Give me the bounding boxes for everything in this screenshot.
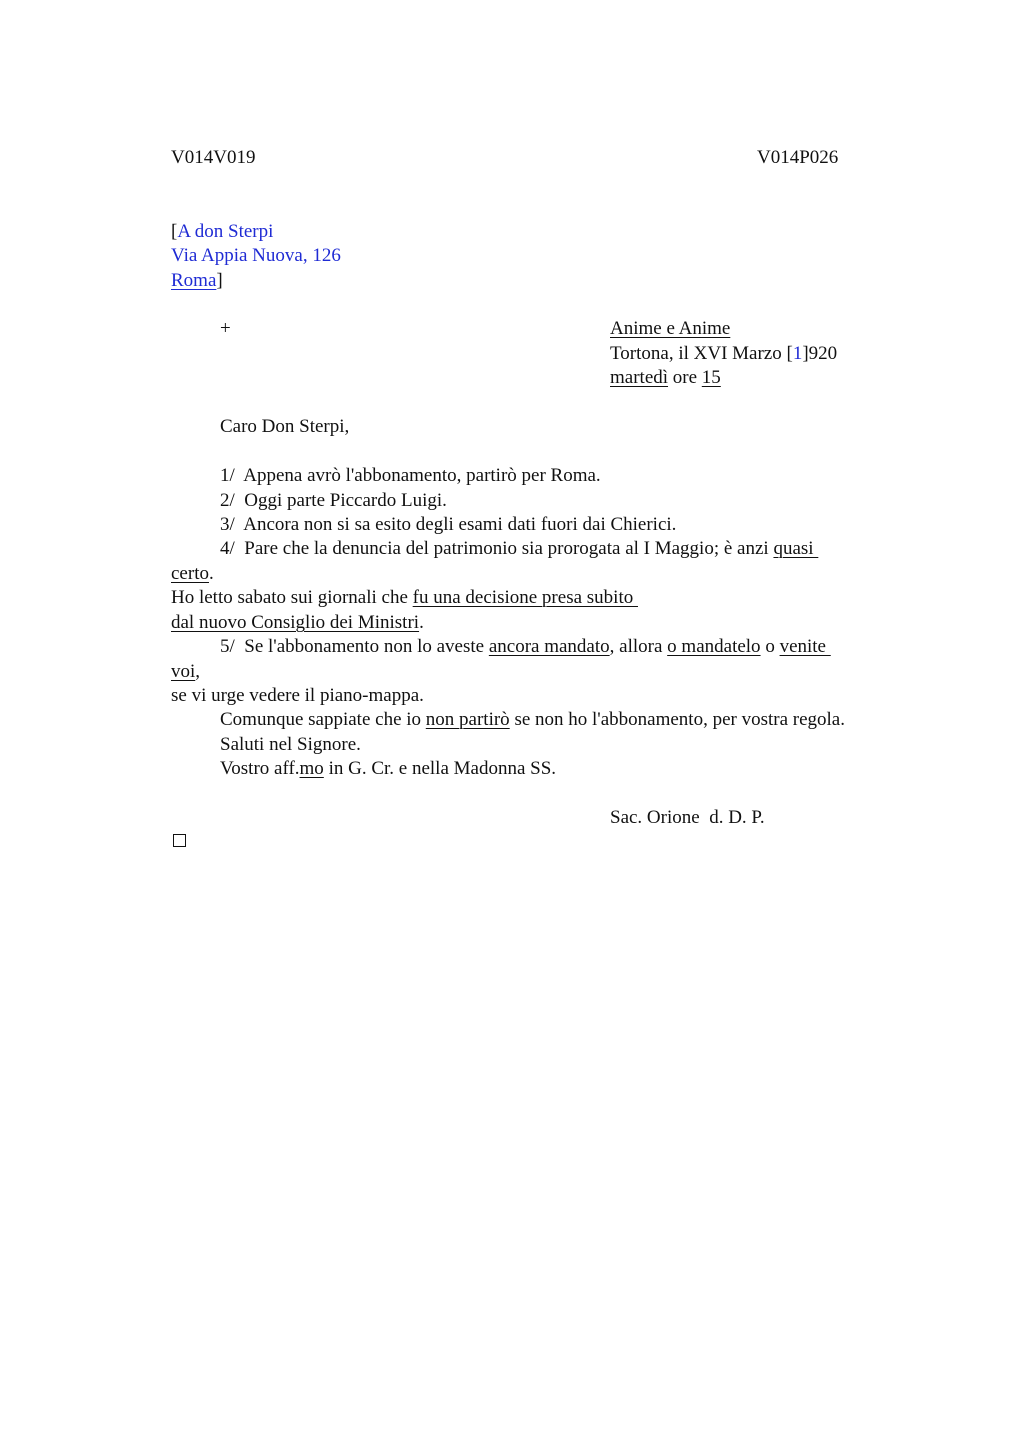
recipient-name: A don Sterpi: [177, 221, 274, 242]
point-4-line-2: [171, 563, 214, 585]
point-2: 2/ Oggi parte Piccardo Luigi.: [220, 490, 447, 511]
point-5-underlined-2: o mandatelo: [667, 636, 761, 657]
point-3: 3/ Ancora non si sa esito degli esami dati fuori dai Chierici.: [220, 514, 677, 535]
point-4-line-4: [171, 612, 424, 634]
point-4-period: .: [208, 563, 214, 584]
point-4-period-2: .: [419, 612, 424, 633]
point-4-underlined-3: dal nuovo Consiglio dei Ministri: [171, 612, 420, 633]
year-rest: ]920: [802, 343, 838, 364]
end-box-icon: [173, 834, 186, 847]
closing-underlined: non partirò: [425, 709, 510, 730]
address-line-3: [171, 270, 223, 292]
point-5-underlined-1: ancora mandato: [488, 636, 610, 657]
place-date: [610, 343, 837, 365]
closing-text-1: Comunque sappiate che io: [220, 709, 426, 730]
hour: 15: [701, 367, 721, 388]
point-4-text-2: Ho letto sabato sui giornali che: [171, 587, 413, 608]
point-4-line-3: [171, 587, 638, 609]
place-date-text: Tortona, il XVI Marzo [: [610, 343, 793, 364]
point-4-underlined-cont: certo: [171, 563, 209, 584]
point-4-text: 4/ Pare che la denuncia del patrimonio sia prorogata al I Maggio; è anzi: [220, 538, 774, 559]
address-city: Roma: [171, 270, 217, 291]
point-5-line-2: [171, 661, 200, 683]
cross-symbol: +: [220, 318, 231, 339]
closing-line-3: [220, 758, 556, 780]
address-line-1: [171, 221, 273, 243]
salutation: Caro Don Sterpi,: [220, 416, 350, 437]
point-5-line-1: [220, 636, 831, 658]
point-5-text-3: o: [760, 636, 780, 657]
open-bracket: [: [171, 221, 178, 242]
close-bracket: ]: [216, 270, 223, 291]
point-4-line-1: [220, 538, 818, 560]
point-5-underlined-3: venite: [779, 636, 831, 657]
weekday: martedì: [610, 367, 669, 388]
document-code-right: V014P026: [757, 147, 839, 168]
point-5-text: 5/ Se l'abbonamento non lo aveste: [220, 636, 489, 657]
closing-text-4: in G. Cr. e nella Madonna SS.: [323, 758, 557, 779]
signature: Sac. Orione d. D. P.: [610, 807, 765, 828]
point-4-underlined-2: fu una decisione presa subito: [412, 587, 638, 608]
ore-text: ore: [668, 367, 702, 388]
day-time: [610, 367, 721, 389]
closing-text-3: Vostro aff.: [220, 758, 300, 779]
closing-underlined-2: mo: [299, 758, 324, 779]
address-line-2: Via Appia Nuova, 126: [171, 245, 341, 266]
point-5-underlined-4: voi: [171, 661, 196, 682]
closing-line-2: Saluti nel Signore.: [220, 734, 361, 755]
point-4-underlined: quasi: [773, 538, 819, 559]
point-1: 1/ Appena avrò l'abbonamento, partirò per Roma.: [220, 465, 601, 486]
document-code-left: V014V019: [171, 147, 256, 168]
closing-text-2: se non ho l'abbonamento, per vostra regola.: [509, 709, 845, 730]
point-5-line-3: se vi urge vedere il piano-mappa.: [171, 685, 424, 706]
point-5-text-2: , allora: [609, 636, 668, 657]
year-digit: 1: [792, 343, 803, 364]
closing-line-1: [220, 709, 845, 731]
motto: Anime e Anime: [610, 318, 731, 339]
point-5-comma: ,: [195, 661, 201, 682]
